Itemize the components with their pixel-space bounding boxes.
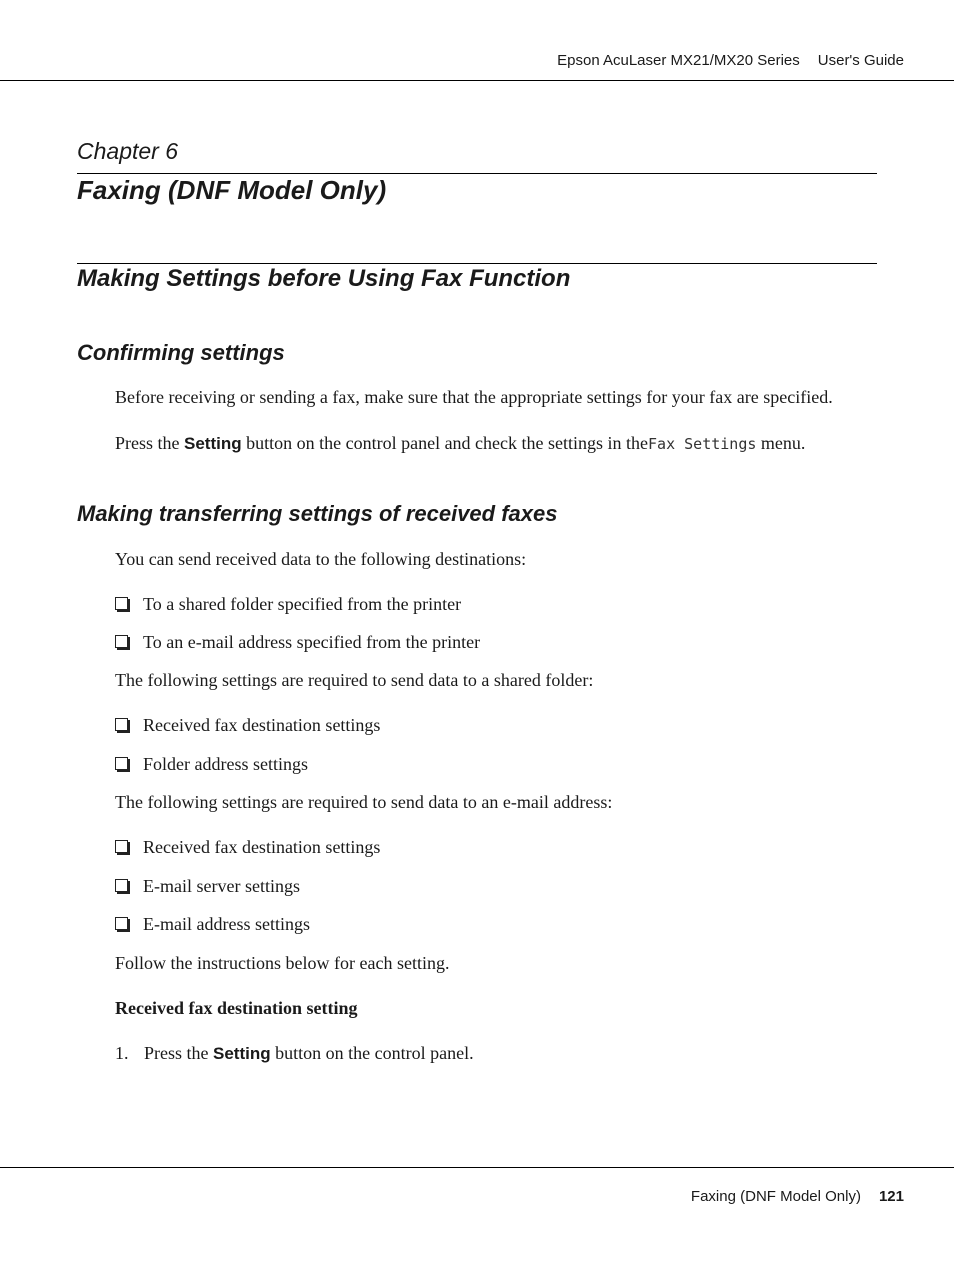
paragraph-destinations-intro: You can send received data to the following destinations:: [115, 549, 527, 569]
checkbox-bullet-icon: [115, 718, 128, 731]
header-guide: User's Guide: [817, 52, 904, 69]
running-footer: [691, 1188, 904, 1205]
checkbox-bullet-icon: [115, 597, 128, 610]
paragraph-follow: Follow the instructions below for each setting.: [115, 953, 450, 973]
para2-post: menu.: [756, 433, 806, 453]
para2-mid: button on the control panel and check the settings in the: [241, 433, 649, 453]
paragraph-confirm-2: [115, 433, 805, 454]
list-item-text: E-mail server settings: [143, 876, 300, 896]
list-item-text: E-mail address settings: [143, 914, 310, 934]
paragraph-folder-intro: The following settings are required to send data to a shared folder:: [115, 670, 594, 690]
chapter-title: Faxing (DNF Model Only): [77, 175, 387, 205]
step-1: [115, 1043, 474, 1064]
checkbox-bullet-icon: [115, 879, 128, 892]
running-header: [557, 52, 904, 69]
checkbox-bullet-icon: [115, 840, 128, 853]
list-item: [115, 876, 300, 897]
subheading-received-fax-destination: Received fax destination setting: [115, 998, 358, 1018]
list-item-text: To an e-mail address specified from the printer: [143, 632, 481, 652]
footer-divider: [0, 1167, 954, 1168]
checkbox-bullet-icon: [115, 917, 128, 930]
section-divider: [77, 263, 877, 264]
paragraph-email-intro: The following settings are required to send data to an e-mail address:: [115, 792, 613, 812]
para2-pre: Press the: [115, 433, 184, 453]
section-title: Making Settings before Using Fax Function: [77, 265, 571, 292]
list-item: [115, 914, 310, 935]
header-product: Epson AcuLaser MX21/MX20 Series: [557, 52, 800, 69]
list-item: [115, 632, 480, 653]
list-item-text: Received fax destination settings: [143, 715, 381, 735]
list-item: [115, 715, 380, 736]
step-pre: Press the: [144, 1043, 213, 1063]
page-number: 121: [878, 1188, 904, 1205]
setting-button-ref: Setting: [184, 434, 242, 453]
chapter-label: Chapter 6: [77, 138, 179, 164]
list-item: [115, 754, 308, 775]
list-item-text: Received fax destination settings: [143, 837, 381, 857]
footer-section: Faxing (DNF Model Only): [690, 1188, 861, 1205]
list-item: [115, 594, 461, 615]
fax-settings-menu-ref: Fax Settings: [648, 435, 757, 453]
heading-confirming-settings: Confirming settings: [77, 340, 285, 365]
setting-button-ref: Setting: [213, 1044, 271, 1063]
list-item-text: To a shared folder specified from the printer: [143, 594, 462, 614]
checkbox-bullet-icon: [115, 757, 128, 770]
list-item: [115, 837, 380, 858]
chapter-divider: [77, 173, 877, 174]
step-number: 1.: [115, 1043, 129, 1063]
heading-transferring-settings: Making transferring settings of received faxes: [77, 501, 558, 526]
list-item-text: Folder address settings: [143, 754, 308, 774]
paragraph-confirm-1: Before receiving or sending a fax, make sure that the appropriate settings for your fax are specified.: [115, 387, 833, 407]
checkbox-bullet-icon: [115, 635, 128, 648]
step-post: button on the control panel.: [270, 1043, 474, 1063]
header-divider: [0, 80, 954, 81]
